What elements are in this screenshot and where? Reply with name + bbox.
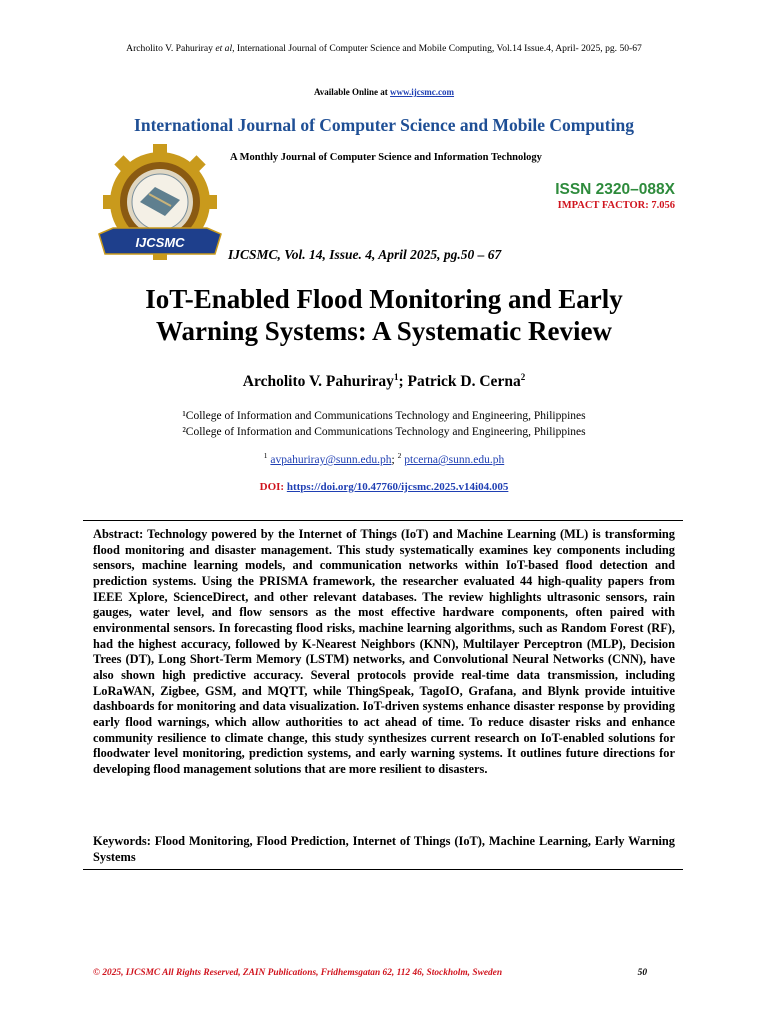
page-number: 50 bbox=[637, 968, 647, 978]
doi-label: DOI: bbox=[259, 481, 287, 493]
available-online bbox=[0, 87, 768, 97]
paper-title-line-2: Warning Systems: A Systematic Review bbox=[156, 316, 612, 346]
abstract-bottom-rule bbox=[83, 869, 683, 870]
author-email-link[interactable]: ptcerna@sunn.edu.ph bbox=[404, 453, 505, 466]
running-head bbox=[0, 43, 768, 54]
author-superscript: 2 bbox=[520, 372, 526, 382]
affiliation: ²College of Information and Communications Technology and Engineering, Philippines bbox=[182, 426, 586, 438]
abstract: Abstract: Technology powered by the Internet of Things (IoT) and Machine Learning (ML) is transforming flood monitoring and disaster management. This study systematically examines key components including sensors, machine learning models, and communication networks within IoT-based flood detection and prediction systems. Using the PRISMA framework, the researcher evaluated 44 high-quality papers from IEEE Xplore, ScienceDirect, and other relevant databases. The review highlights ultrasonic sensors, rain gauges, water level, and flow sensors as the most effective hardware components, often paired with environmental sensors. In forecasting flood risks, machine learning algorithms, such as Random Forest (RF), had the highest accuracy, followed by K-Nearest Neighbors (KNN), Multilayer Perceptron (MLP), Decision Trees (DT), Long Short-Term Memory (LSTM) networks, and Convolutional Neural Networks (CNN), have also shown high predictive accuracy. Several protocols provide real-time data transmission, including LoRaWAN, Zigbee, GSM, and MQTT, while ThingSpeak, TagoIO, Grafana, and Blynk provide intuitive dashboards for monitoring and data visualization. IoT-driven systems enhance disaster response by providing early flood warnings, which allow authorities to act ahead of time. To reduce disaster risks and enhance community resilience to climate change, this study synthesizes current research on IoT-enabled solutions for floodwater level monitoring, prediction systems, and early warning systems. It outlines future directions for developing flood management solutions that are more resilient to disasters. bbox=[93, 527, 675, 776]
available-online-label: Available Online at bbox=[313, 87, 391, 97]
affiliation: ¹College of Information and Communications Technology and Engineering, Philippines bbox=[182, 410, 586, 422]
impact-factor: IMPACT FACTOR: 7.056 bbox=[557, 200, 675, 211]
running-head-details: , International Journal of Computer Science and Mobile Computing, Vol.14 Issue.4, April- 2025, pg. 50-67 bbox=[232, 43, 642, 54]
author-separator: ; bbox=[398, 373, 408, 391]
journal-website-link[interactable]: www.ijcsmc.com bbox=[390, 87, 455, 97]
footer bbox=[93, 968, 675, 978]
author-email-link[interactable]: avpahuriray@sunn.edu.ph bbox=[270, 453, 392, 466]
email-superscript: 2 bbox=[397, 451, 402, 460]
journal-title: International Journal of Computer Science and Mobile Computing bbox=[134, 115, 634, 135]
author-name: Patrick D. Cerna bbox=[407, 373, 521, 391]
paper-title bbox=[0, 283, 768, 347]
email-superscript: 1 bbox=[263, 451, 268, 460]
logo-text: IJCSMC bbox=[135, 235, 185, 250]
doi-link[interactable]: https://doi.org/10.47760/ijcsmc.2025.v14i04.005 bbox=[286, 481, 509, 493]
author-name: Archolito V. Pahuriray bbox=[242, 373, 394, 391]
author-emails bbox=[0, 451, 768, 466]
running-head-etal: et al bbox=[215, 43, 233, 54]
authors bbox=[0, 372, 768, 391]
issn: ISSN 2320–088X bbox=[555, 181, 675, 198]
logo-banner bbox=[99, 228, 221, 254]
issue-citation: IJCSMC, Vol. 14, Issue. 4, April 2025, pg.50 – 67 bbox=[228, 247, 502, 262]
footer-copyright: © 2025, IJCSMC All Rights Reserved, ZAIN Publications, Fridhemsgatan 62, 112 46, Stockholm, Sweden bbox=[93, 968, 503, 978]
email-separator: ; bbox=[391, 453, 398, 466]
author-superscript: 1 bbox=[393, 372, 399, 382]
keywords: Keywords: Flood Monitoring, Flood Prediction, Internet of Things (IoT), Machine Learning, Early Warning Systems bbox=[93, 834, 675, 864]
journal-subtitle: A Monthly Journal of Computer Science and Information Technology bbox=[230, 152, 542, 163]
paper-title-line-1: IoT-Enabled Flood Monitoring and Early bbox=[145, 284, 623, 314]
ijcsmc-logo bbox=[95, 142, 225, 270]
running-head-author: Archolito V. Pahuriray bbox=[126, 43, 213, 54]
doi bbox=[0, 481, 768, 493]
abstract-top-rule bbox=[83, 520, 683, 521]
